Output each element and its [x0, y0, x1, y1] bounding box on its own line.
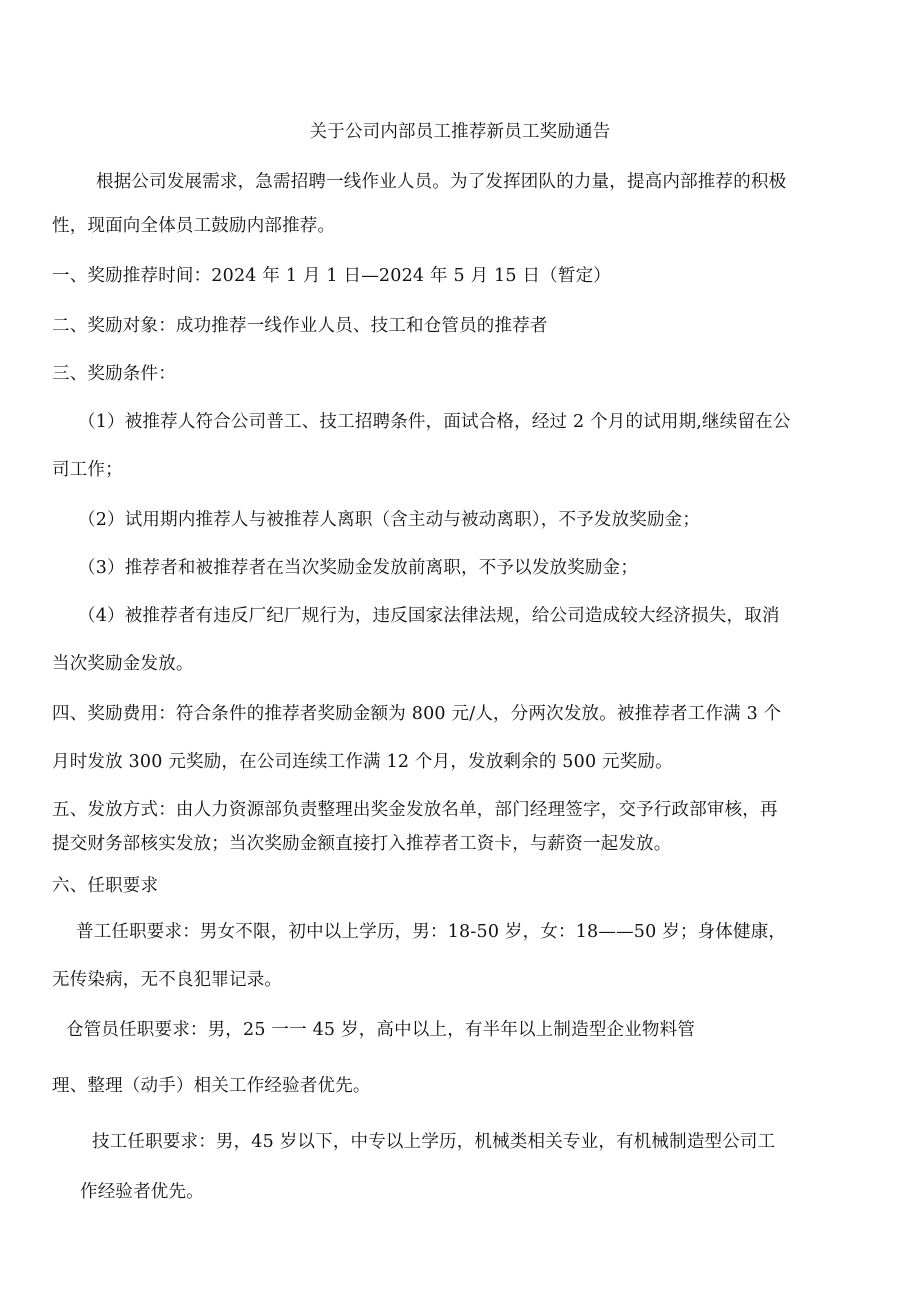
section-requirements-heading: 六、任职要求	[52, 876, 159, 896]
technician-req-line-2: 作经验者优先。	[80, 1182, 204, 1202]
condition-3: （3）推荐者和被推荐者在当次奖励金发放前离职，不予以发放奖励金；	[78, 558, 639, 578]
condition-4-line-1: （4）被推荐者有违反厂纪厂规行为，违反国家法律法规，给公司造成较大经济损失，取消	[78, 606, 780, 626]
condition-1-line-1: （1）被推荐人符合公司普工、技工招聘条件，面试合格，经过 2 个月的试用期,继续留在公	[78, 412, 791, 432]
warehouse-req-line-2: 理、整理（动手）相关工作经验者优先。	[52, 1076, 371, 1096]
technician-req-line-1: 技工任职要求：男，45 岁以下，中专以上学历，机械类相关专业，有机械制造型公司工	[92, 1132, 776, 1152]
section-payment-line-1: 五、发放方式：由人力资源部负责整理出奖金发放名单，部门经理签字，交予行政部审核，再	[52, 800, 778, 820]
section-time: 一、奖励推荐时间：2024 年 1 月 1 日—2024 年 5 月 15 日（暂定）	[52, 266, 611, 286]
section-conditions-heading: 三、奖励条件：	[52, 364, 176, 384]
section-fee-line-2: 月时发放 300 元奖励，在公司连续工作满 12 个月，发放剩余的 500 元奖励。	[52, 752, 673, 772]
intro-line-1: 根据公司发展需求，急需招聘一线作业人员。为了发挥团队的力量，提高内部推荐的积极	[96, 172, 787, 192]
general-worker-req-line-1: 普工任职要求：男女不限，初中以上学历，男：18-50 岁，女：18——50 岁；身体健康，	[76, 922, 787, 942]
section-fee-line-1: 四、奖励费用：符合条件的推荐者奖励金额为 800 元/人，分两次发放。被推荐者工作满 3 个	[52, 704, 782, 724]
condition-4-line-2: 当次奖励金发放。	[52, 654, 194, 674]
general-worker-req-line-2: 无传染病，无不良犯罪记录。	[52, 970, 283, 990]
section-target: 二、奖励对象：成功推荐一线作业人员、技工和仓管员的推荐者	[52, 316, 548, 336]
intro-line-2: 性，现面向全体员工鼓励内部推荐。	[52, 216, 336, 236]
condition-2: （2）试用期内推荐人与被推荐人离职（含主动与被动离职），不予发放奖励金；	[78, 510, 701, 530]
warehouse-req-line-1: 仓管员任职要求：男，25 一一 45 岁，高中以上，有半年以上制造型企业物料管	[66, 1020, 696, 1040]
document-title: 关于公司内部员工推荐新员工奖励通告	[309, 122, 611, 142]
section-payment-line-2: 提交财务部核实发放；当次奖励金额直接打入推荐者工资卡，与薪资一起发放。	[52, 834, 672, 854]
condition-1-line-2: 司工作；	[52, 460, 123, 480]
